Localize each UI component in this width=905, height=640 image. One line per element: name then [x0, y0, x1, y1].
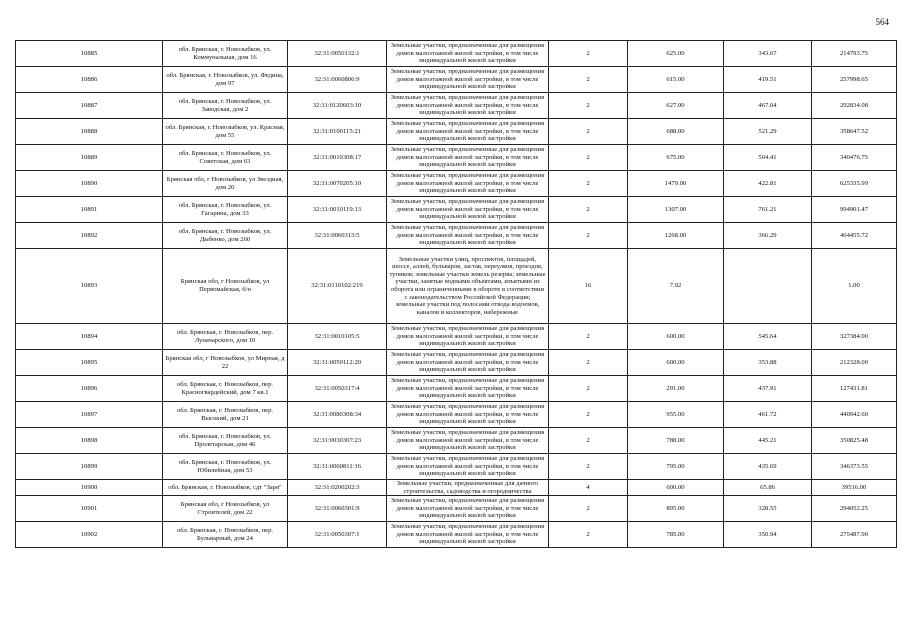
row-area: 600.00	[628, 324, 724, 350]
table-row	[16, 171, 897, 197]
row-cadastral-value: 464455.72	[812, 223, 897, 249]
row-specific-value: 521.29	[724, 119, 812, 145]
row-cadastral-value: 994901.47	[812, 197, 897, 223]
row-cadastral-number: 32:31:0050307:1	[288, 522, 387, 548]
table-row	[16, 145, 897, 171]
table-row	[16, 454, 897, 480]
table-row	[16, 402, 897, 428]
row-group: 2	[549, 522, 628, 548]
row-cadastral-value: 440942.60	[812, 402, 897, 428]
cadastral-registry-table	[15, 40, 897, 548]
row-specific-value: 435.69	[724, 454, 812, 480]
row-number: 10885	[16, 41, 163, 67]
row-address: обл. Брянская, г. Новозыбков, ул. Красная, дом 55	[163, 119, 288, 145]
row-specific-value: 437.91	[724, 376, 812, 402]
row-area: 627.00	[628, 93, 724, 119]
row-group: 2	[549, 223, 628, 249]
row-area: 291.00	[628, 376, 724, 402]
table-row	[16, 197, 897, 223]
row-land-purpose: Земельные участки, предназначенные для размещения домов малоэтажной жилой застройки, в том числе индивидуальной жилой застройки	[387, 428, 549, 454]
row-address: Брянская обл, г Новозыбков, ул Строителей, дом 22	[163, 496, 288, 522]
row-address: обл. Брянская, г. Новозыбков, пер. Луначарского, дом 10	[163, 324, 288, 350]
row-cadastral-number: 32:31:0050317:4	[288, 376, 387, 402]
row-address: обл. Брянская, г. Новозыбков, пер. Красногвардейский, дом 7 кв.1	[163, 376, 288, 402]
row-cadastral-value: 350825.48	[812, 428, 897, 454]
row-land-purpose: Земельные участки, предназначенные для размещения домов малоэтажной жилой застройки, в том числе индивидуальной жилой застройки	[387, 41, 549, 67]
row-cadastral-number: 32:31:0110102:219	[288, 249, 387, 324]
row-address: обл. Брянская, г. Новозыбков, сдт "Заря"	[163, 480, 288, 496]
row-land-purpose: Земельные участки, предназначенные для размещения домов малоэтажной жилой застройки, в том числе индивидуальной жилой застройки	[387, 197, 549, 223]
row-cadastral-value: 358647.52	[812, 119, 897, 145]
row-address: обл. Брянская, г. Новозыбков, ул. Дыбенко, дом 260	[163, 223, 288, 249]
row-number: 10894	[16, 324, 163, 350]
row-number: 10902	[16, 522, 163, 548]
row-specific-value: 445.21	[724, 428, 812, 454]
row-area: 795.00	[628, 454, 724, 480]
row-number: 10888	[16, 119, 163, 145]
row-land-purpose: Земельные участки, предназначенные для размещения домов малоэтажной жилой застройки, в том числе индивидуальной жилой застройки	[387, 376, 549, 402]
table-row	[16, 119, 897, 145]
row-address: обл. Брянская, г. Новозыбков, ул. Коммунальная, дом 16	[163, 41, 288, 67]
row-cadastral-number: 32:31:0060301:9	[288, 496, 387, 522]
row-area: 675.00	[628, 145, 724, 171]
row-land-purpose: Земельные участки улиц, проспектов, площадей, шоссе, аллей, бульваров, застав, переулков, проездов, тупиков; земельные участки земель резерва; земельные участки, занятые водными объектами, изъятыми из оборота или ограниченными в обороте в соответствии с законодательством Российской Федерации; земельные участки под полосами отвода водоемов, каналов и коллекторов, набережные	[387, 249, 549, 324]
row-number: 10897	[16, 402, 163, 428]
row-address: обл. Брянская, г. Новозыбков, ул. Юбилейная, дом 53	[163, 454, 288, 480]
row-cadastral-number: 32:31:0200202:3	[288, 480, 387, 496]
row-cadastral-value: 292834.08	[812, 93, 897, 119]
row-group: 16	[549, 249, 628, 324]
row-group: 2	[549, 376, 628, 402]
row-land-purpose: Земельные участки, предназначенные для размещения домов малоэтажной жилой застройки, в том числе индивидуальной жилой застройки	[387, 223, 549, 249]
row-cadastral-value: 625335.99	[812, 171, 897, 197]
row-group: 2	[549, 324, 628, 350]
row-number: 10893	[16, 249, 163, 324]
row-group: 2	[549, 350, 628, 376]
row-cadastral-value: 212328.00	[812, 350, 897, 376]
row-land-purpose: Земельные участки, предназначенные для размещения домов малоэтажной жилой застройки, в том числе индивидуальной жилой застройки	[387, 171, 549, 197]
row-address: обл. Брянская, г. Новозыбков, ул. Советская, дом 63	[163, 145, 288, 171]
table-row	[16, 350, 897, 376]
row-number: 10886	[16, 67, 163, 93]
row-number: 10889	[16, 145, 163, 171]
row-cadastral-value: 127431.81	[812, 376, 897, 402]
table-row	[16, 496, 897, 522]
row-number: 10899	[16, 454, 163, 480]
row-address: обл. Брянская, г. Новозыбков, пер. Высокий, дом 21	[163, 402, 288, 428]
row-land-purpose: Земельные участки, предназначенные для размещения домов малоэтажной жилой застройки, в том числе индивидуальной жилой застройки	[387, 67, 549, 93]
row-number: 10901	[16, 496, 163, 522]
row-cadastral-value: 340476.75	[812, 145, 897, 171]
row-group: 2	[549, 93, 628, 119]
page-number: 564	[875, 17, 889, 27]
row-cadastral-number: 32:31:0030307:23	[288, 428, 387, 454]
row-address: обл. Брянская, г. Новозыбков, пер. Бульварный, дом 24	[163, 522, 288, 548]
row-group: 2	[549, 145, 628, 171]
row-group: 2	[549, 171, 628, 197]
row-specific-value: 461.72	[724, 402, 812, 428]
row-specific-value: 545.64	[724, 324, 812, 350]
row-cadastral-number: 32:31:0050112:20	[288, 350, 387, 376]
row-cadastral-value: 257998.65	[812, 67, 897, 93]
row-area: 600.00	[628, 480, 724, 496]
row-group: 2	[549, 67, 628, 93]
row-land-purpose: Земельные участки, предназначенные для размещения домов малоэтажной жилой застройки, в том числе индивидуальной жилой застройки	[387, 324, 549, 350]
row-cadastral-number: 32:31:0050132:1	[288, 41, 387, 67]
row-specific-value: 65.86	[724, 480, 812, 496]
row-area: 788.00	[628, 428, 724, 454]
row-area: 625.00	[628, 41, 724, 67]
row-land-purpose: Земельные участки, предназначенные для размещения домов малоэтажной жилой застройки, в том числе индивидуальной жилой застройки	[387, 454, 549, 480]
row-area: 895.00	[628, 496, 724, 522]
row-cadastral-value: 214793.75	[812, 41, 897, 67]
row-land-purpose: Земельные участки, предназначенные для размещения домов малоэтажной жилой застройки, в том числе индивидуальной жилой застройки	[387, 402, 549, 428]
row-address: Брянская обл, г Новозыбков, ул Мирная, д 22	[163, 350, 288, 376]
row-area: 615.00	[628, 67, 724, 93]
row-area: 1307.00	[628, 197, 724, 223]
row-land-purpose: Земельные участки, предназначенные для дачного строительства, садоводства и огородничества	[387, 480, 549, 496]
row-specific-value: 350.94	[724, 522, 812, 548]
row-specific-value: 504.41	[724, 145, 812, 171]
row-cadastral-number: 32:31:0010308:17	[288, 145, 387, 171]
row-land-purpose: Земельные участки, предназначенные для размещения домов малоэтажной жилой застройки, в том числе индивидуальной жилой застройки	[387, 145, 549, 171]
table-row	[16, 376, 897, 402]
row-number: 10890	[16, 171, 163, 197]
table-row	[16, 67, 897, 93]
table-row	[16, 324, 897, 350]
row-specific-value	[724, 249, 812, 324]
row-cadastral-number: 32:31:0010105:5	[288, 324, 387, 350]
table-body	[16, 41, 897, 548]
row-address: обл. Брянская, г. Новозыбков, ул. Заводская, дом 2	[163, 93, 288, 119]
row-cadastral-number: 32:31:0120603:10	[288, 93, 387, 119]
row-area: 1268.00	[628, 223, 724, 249]
row-area: 688.00	[628, 119, 724, 145]
row-group: 2	[549, 496, 628, 522]
row-land-purpose: Земельные участки, предназначенные для размещения домов малоэтажной жилой застройки, в том числе индивидуальной жилой застройки	[387, 522, 549, 548]
row-cadastral-value: 1.00	[812, 249, 897, 324]
row-cadastral-value: 346373.55	[812, 454, 897, 480]
table-row	[16, 249, 897, 324]
row-specific-value: 343.67	[724, 41, 812, 67]
table-row	[16, 223, 897, 249]
row-number: 10892	[16, 223, 163, 249]
row-group: 2	[549, 402, 628, 428]
row-cadastral-number: 32:31:0080308:34	[288, 402, 387, 428]
row-address: Брянская обл, г Новозыбков, ул Звездная, дом 20	[163, 171, 288, 197]
row-group: 2	[549, 119, 628, 145]
row-number: 10895	[16, 350, 163, 376]
row-cadastral-number: 32:31:0100115:21	[288, 119, 387, 145]
row-cadastral-value: 39516.00	[812, 480, 897, 496]
row-specific-value: 328.55	[724, 496, 812, 522]
table-row	[16, 522, 897, 548]
table-row	[16, 41, 897, 67]
row-specific-value: 467.04	[724, 93, 812, 119]
row-cadastral-value: 275487.90	[812, 522, 897, 548]
row-land-purpose: Земельные участки, предназначенные для размещения домов малоэтажной жилой застройки, в том числе индивидуальной жилой застройки	[387, 93, 549, 119]
row-cadastral-value: 294052.25	[812, 496, 897, 522]
row-cadastral-number: 32:31:0060313:5	[288, 223, 387, 249]
row-cadastral-number: 32:31:0070205:10	[288, 171, 387, 197]
row-area: 955.00	[628, 402, 724, 428]
row-address: обл. Брянская, г. Новозыбков, ул. Пролетарская, дом 46	[163, 428, 288, 454]
row-area: 600.00	[628, 350, 724, 376]
row-group: 2	[549, 454, 628, 480]
row-number: 10900	[16, 480, 163, 496]
row-cadastral-value: 327384.00	[812, 324, 897, 350]
row-group: 2	[549, 197, 628, 223]
row-land-purpose: Земельные участки, предназначенные для размещения домов малоэтажной жилой застройки, в том числе индивидуальной жилой застройки	[387, 496, 549, 522]
row-cadastral-number: 32:31:0010119:13	[288, 197, 387, 223]
row-area: 7.92	[628, 249, 724, 324]
row-number: 10896	[16, 376, 163, 402]
row-land-purpose: Земельные участки, предназначенные для размещения домов малоэтажной жилой застройки, в том числе индивидуальной жилой застройки	[387, 350, 549, 376]
row-specific-value: 353.88	[724, 350, 812, 376]
row-specific-value: 419.51	[724, 67, 812, 93]
row-area: 785.00	[628, 522, 724, 548]
row-group: 2	[549, 41, 628, 67]
row-group: 2	[549, 428, 628, 454]
row-cadastral-number: 32:31:0060811:16	[288, 454, 387, 480]
row-address: обл. Брянская, г. Новозыбков, ул. Гагарина, дом 33	[163, 197, 288, 223]
row-number: 10898	[16, 428, 163, 454]
row-land-purpose: Земельные участки, предназначенные для размещения домов малоэтажной жилой застройки, в том числе индивидуальной жилой застройки	[387, 119, 549, 145]
row-number: 10891	[16, 197, 163, 223]
table-row	[16, 480, 897, 496]
row-specific-value: 422.81	[724, 171, 812, 197]
row-group: 4	[549, 480, 628, 496]
row-specific-value: 761.21	[724, 197, 812, 223]
row-cadastral-number: 32:31:0060806:9	[288, 67, 387, 93]
table-row	[16, 93, 897, 119]
row-address: обл. Брянская, г. Новозыбков, ул. Федина, дом 97	[163, 67, 288, 93]
row-number: 10887	[16, 93, 163, 119]
row-specific-value: 366.29	[724, 223, 812, 249]
row-address: Брянская обл, г Новозыбков, ул Первомайская, б/н	[163, 249, 288, 324]
row-area: 1479.00	[628, 171, 724, 197]
table-row	[16, 428, 897, 454]
